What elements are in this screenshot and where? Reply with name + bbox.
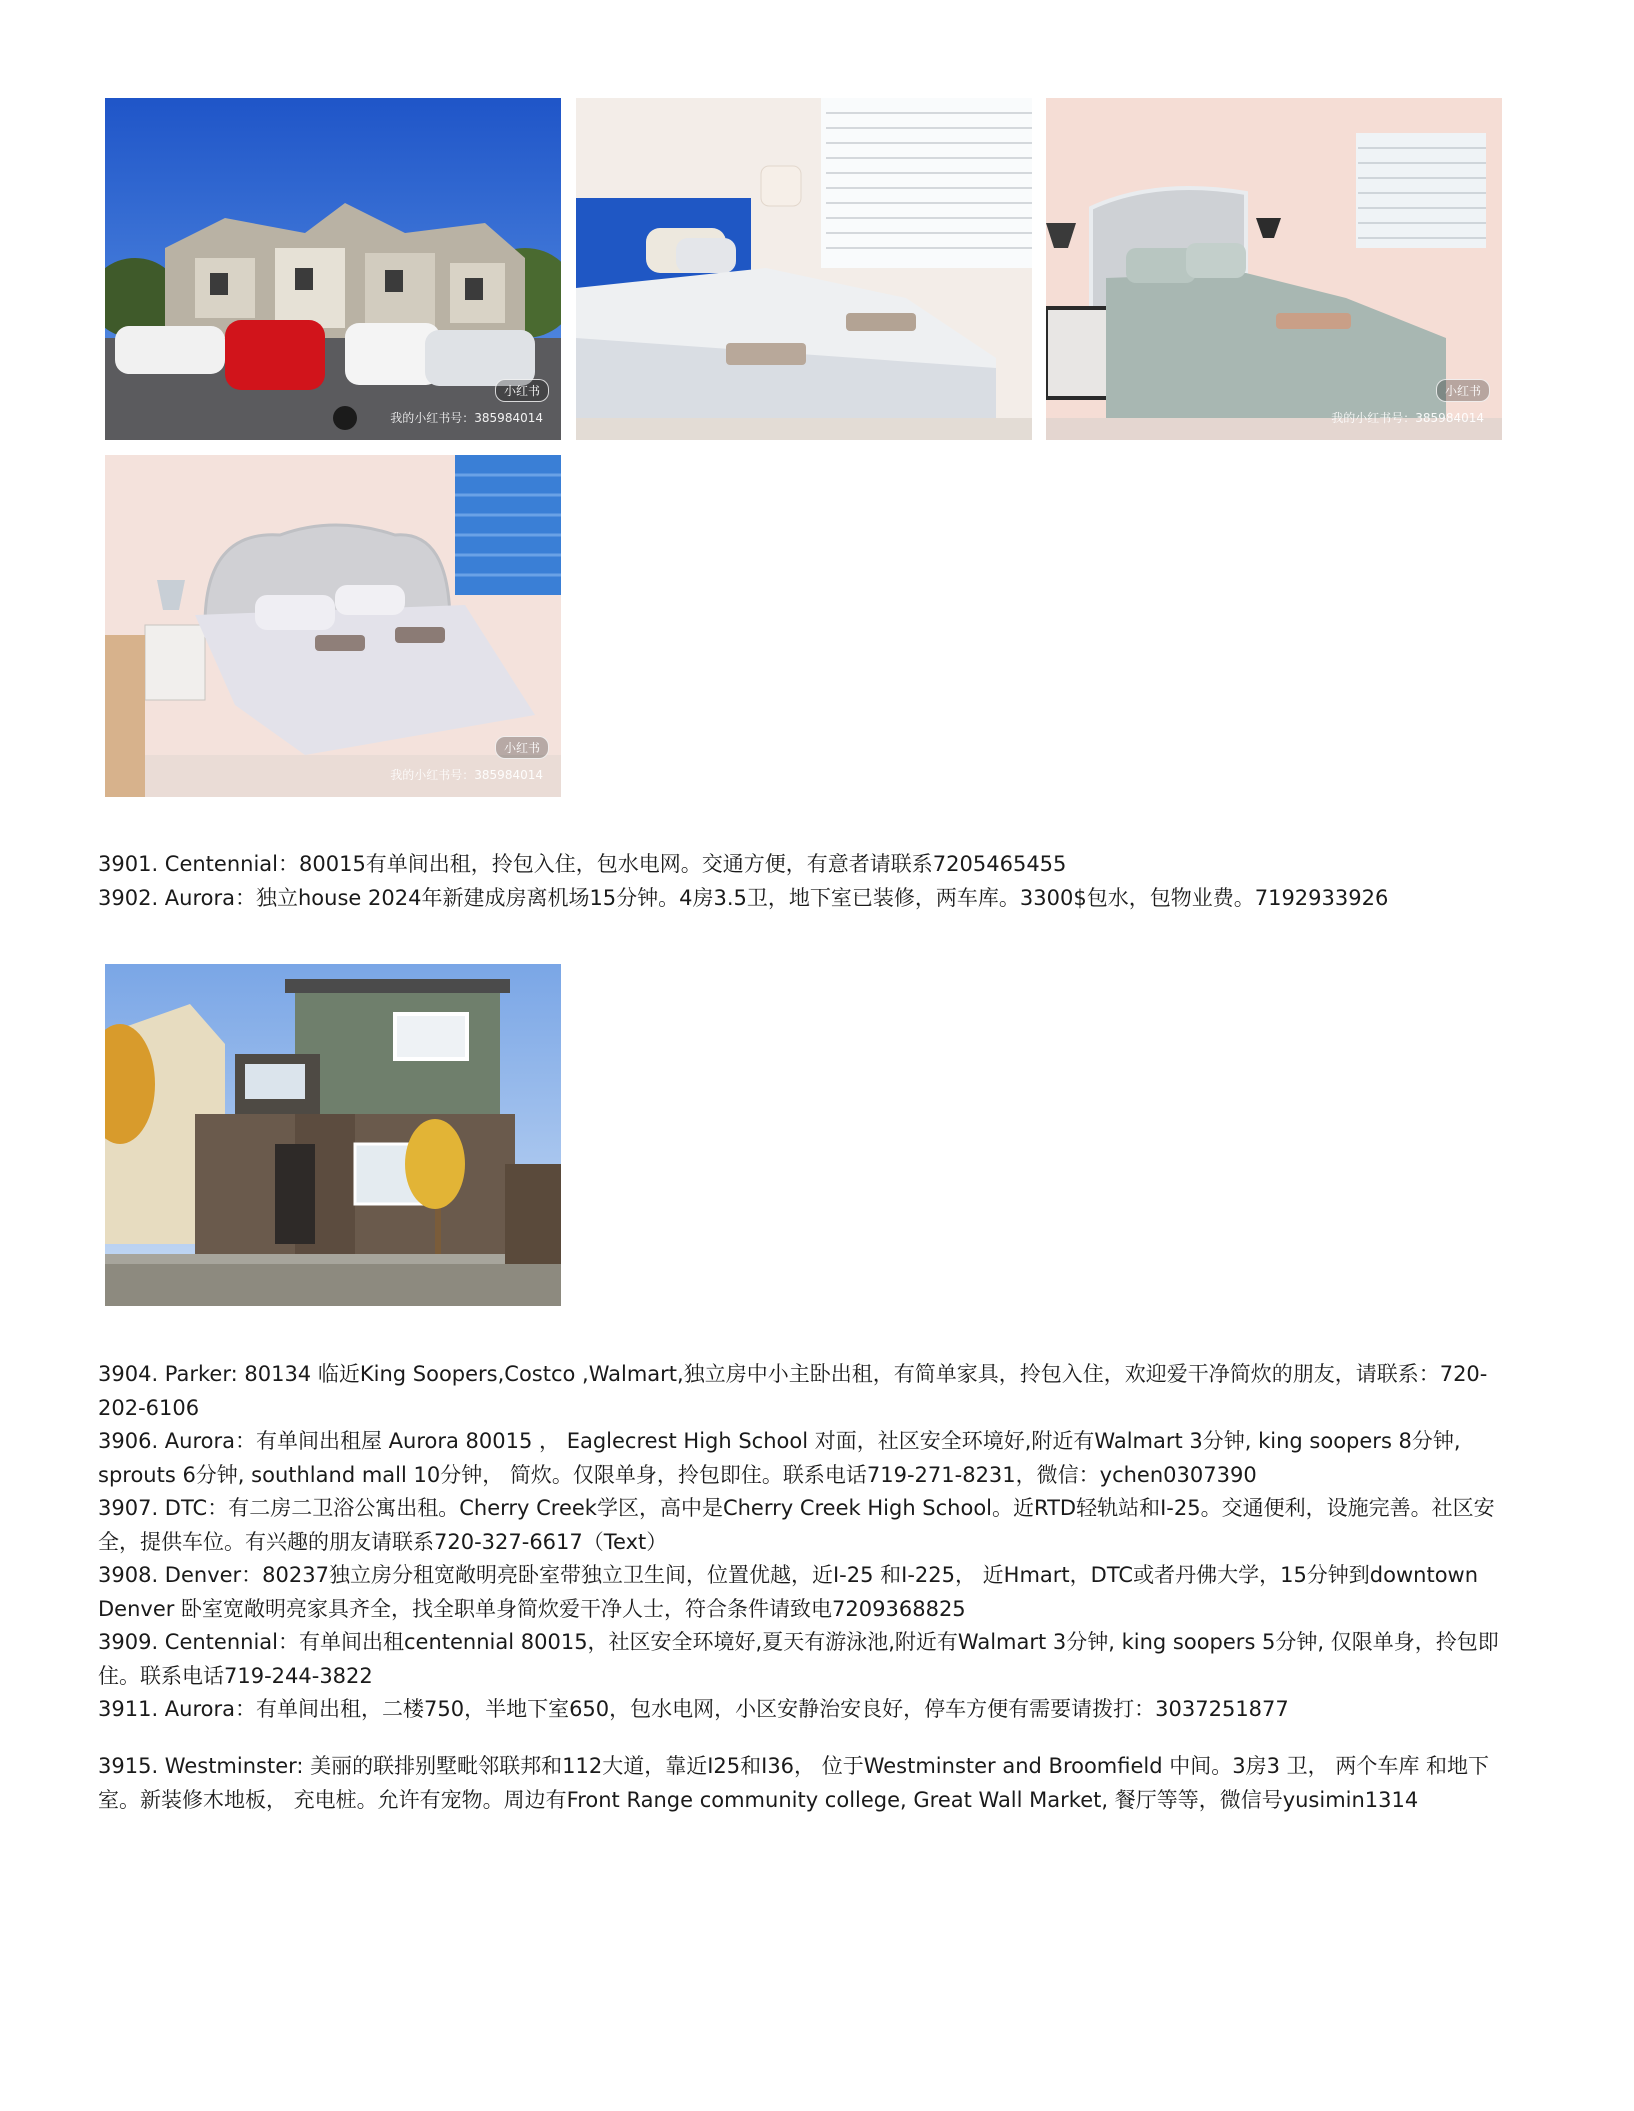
watermark-badge: 小红书 [495, 736, 549, 759]
listing-block-2 [98, 1358, 1518, 1727]
watermark-account: 我的小红书号：385984014 [1331, 411, 1484, 425]
watermark-badge: 小红书 [1436, 379, 1490, 402]
listing-block-1 [98, 848, 1518, 915]
bedroom-grey-bed-photo [1046, 98, 1502, 440]
listing-3901: 3901. Centennial：80015有单间出租，拎包入住，包水电网。交通方便，有意者请联系7205465455 [98, 852, 1067, 876]
bedroom-grey-bed-illustration [1046, 98, 1502, 440]
apartment-exterior-photo [105, 98, 561, 440]
bedroom-blue-headboard-illustration [576, 98, 1032, 440]
watermark-badge: 小红书 [495, 379, 549, 402]
house-exterior-illustration [105, 964, 561, 1306]
apartment-exterior-illustration [105, 98, 561, 440]
watermark-account: 我的小红书号：385984014 [390, 768, 543, 782]
bedroom-tufted-bed-photo [105, 455, 561, 797]
listing-3909: 3909. Centennial：有单间出租centennial 80015，社区安全环境好,夏天有游泳池,附近有Walmart 3分钟, king soopers 5分钟, 仅限单身，拎包即住。联系电话719-244-3822 [98, 1630, 1499, 1688]
house-exterior-photo [105, 964, 561, 1306]
listing-3915: 3915. Westminster: 美丽的联排别墅毗邻联邦和112大道，靠近I25和I36， 位于Westminster and Broomfield 中间。3房3 卫， 两个车库 和地下室。新装修木地板， 充电桩。允许有宠物。周边有Front Range community college, Great Wall Market, 餐厅等等，微信号yusimin1314 [98, 1754, 1490, 1812]
listing-3908: 3908. Denver：80237独立房分租宽敞明亮卧室带独立卫生间，位置优越，近I-25 和I-225， 近Hmart，DTC或者丹佛大学，15分钟到downtown Denver 卧室宽敞明亮家具齐全，找全职单身简炊爱干净人士，符合条件请致电7209368825 [98, 1563, 1479, 1621]
watermark-account: 我的小红书号：385984014 [390, 411, 543, 425]
bedroom-tufted-bed-illustration [105, 455, 561, 797]
listing-3906: 3906. Aurora：有单间出租屋 Aurora 80015 ， Eaglecrest High School 对面，社区安全环境好,附近有Walmart 3分钟, king soopers 8分钟, sprouts 6分钟, southland mall 10分钟， 简炊。仅限单身，拎包即住。联系电话719-271-8231，微信：ychen0307390 [98, 1429, 1461, 1487]
bedroom-blue-headboard-photo [576, 98, 1032, 440]
listing-block-3 [98, 1750, 1518, 1817]
listing-3902: 3902. Aurora：独立house 2024年新建成房离机场15分钟。4房3.5卫，地下室已装修，两车库。3300$包水，包物业费。7192933926 [98, 885, 1389, 910]
listing-3907: 3907. DTC：有二房二卫浴公寓出租。Cherry Creek学区，高中是Cherry Creek High School。近RTD轻轨站和I-25。交通便利，设施完善。社区安全，提供车位。有兴趣的朋友请联系720-327-6617（Text） [98, 1496, 1495, 1554]
listing-3904: 3904. Parker: 80134 临近King Soopers,Costco ,Walmart,独立房中小主卧出租，有简单家具，拎包入住，欢迎爱干净简炊的朋友，请联系：720-202-6106 [98, 1362, 1488, 1420]
listing-3911: 3911. Aurora：有单间出租，二楼750，半地下室650，包水电网，小区安静治安良好，停车方便有需要请拨打：3037251877 [98, 1697, 1289, 1721]
